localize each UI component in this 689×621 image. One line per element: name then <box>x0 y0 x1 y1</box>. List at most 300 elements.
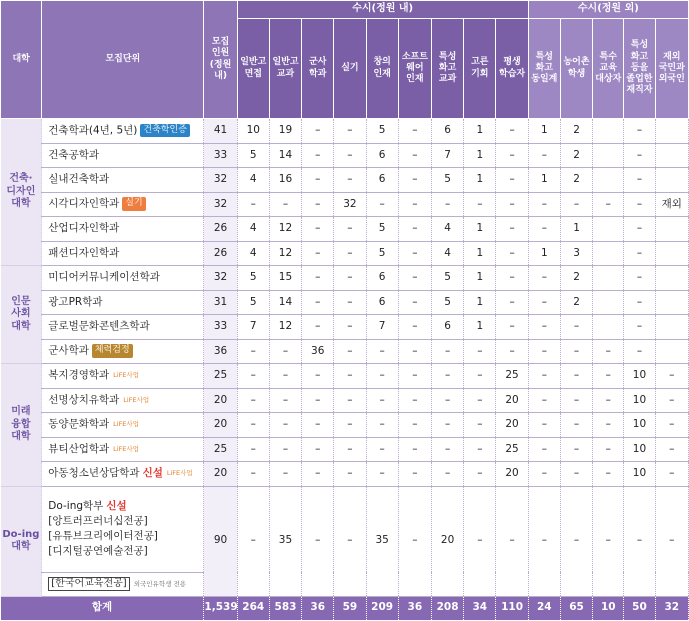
unit-badge: 건축학인증 <box>140 124 189 137</box>
value-cell: – <box>302 364 334 389</box>
value-cell: 35 <box>269 486 301 596</box>
value-cell: – <box>528 462 560 487</box>
value-cell: – <box>398 462 431 487</box>
unit-name: 복지경영학과 LiFE사업 <box>42 364 204 389</box>
value-cell: 7 <box>431 143 463 168</box>
unit-name: 패션디자인학과 <box>42 241 204 266</box>
header-sub-in: 실기 <box>334 19 366 119</box>
value-cell: 7 <box>237 315 269 340</box>
value-cell: – <box>496 168 528 193</box>
value-cell: – <box>464 462 496 487</box>
value-cell: 2 <box>560 119 592 144</box>
value-cell: – <box>398 315 431 340</box>
value-cell: 3 <box>560 241 592 266</box>
header-sub-out: 농어촌 학생 <box>560 19 592 119</box>
value-cell: 14 <box>269 290 301 315</box>
total-value: 34 <box>464 596 496 620</box>
value-cell: 5 <box>366 217 398 242</box>
value-cell: – <box>431 413 463 438</box>
value-cell: – <box>528 290 560 315</box>
value-cell: – <box>302 217 334 242</box>
value-cell: – <box>624 315 655 340</box>
value-cell: – <box>237 462 269 487</box>
value-cell: – <box>431 364 463 389</box>
value-cell: 12 <box>269 217 301 242</box>
value-cell: – <box>560 364 592 389</box>
header-sub-in: 군사 학과 <box>302 19 334 119</box>
unit-name: 광고PR학과 <box>42 290 204 315</box>
table-row <box>1 143 689 168</box>
value-cell: 20 <box>496 462 528 487</box>
value-cell: – <box>496 217 528 242</box>
value-cell: 14 <box>269 143 301 168</box>
quota-cell: 25 <box>204 437 237 462</box>
value-cell <box>593 119 624 144</box>
college-name: 미래 융합 대학 <box>1 364 42 487</box>
value-cell: 10 <box>624 462 655 487</box>
value-cell: – <box>655 364 688 389</box>
table-row <box>1 437 689 462</box>
value-cell: 6 <box>366 266 398 291</box>
quota-cell: 36 <box>204 339 237 364</box>
value-cell: – <box>237 388 269 413</box>
value-cell: – <box>624 192 655 217</box>
value-cell: 5 <box>237 143 269 168</box>
value-cell: 16 <box>269 168 301 193</box>
value-cell: – <box>624 266 655 291</box>
value-cell: 4 <box>237 217 269 242</box>
total-value: 50 <box>624 596 655 620</box>
unit-name: 실내건축학과 <box>42 168 204 193</box>
value-cell: – <box>302 486 334 596</box>
value-cell: – <box>366 364 398 389</box>
value-cell: 20 <box>496 413 528 438</box>
value-cell: – <box>624 217 655 242</box>
value-cell: – <box>496 143 528 168</box>
table-row <box>1 217 689 242</box>
table-row <box>1 119 689 144</box>
value-cell: – <box>302 266 334 291</box>
value-cell: 10 <box>624 364 655 389</box>
college-name: 건축· 디자인 대학 <box>1 119 42 266</box>
college-name: 인문 사회 대학 <box>1 266 42 364</box>
value-cell: 6 <box>366 290 398 315</box>
total-value: 65 <box>560 596 592 620</box>
value-cell: – <box>302 241 334 266</box>
value-cell <box>593 217 624 242</box>
value-cell: – <box>398 168 431 193</box>
value-cell: – <box>237 413 269 438</box>
unit-name: 건축학과(4년, 5년) 건축학인증 <box>42 119 204 144</box>
header-susi-out: 수시(정원 외) <box>528 1 688 19</box>
quota-cell: 20 <box>204 413 237 438</box>
college-name: Do-ing 대학 <box>1 486 42 596</box>
header-sub-in: 소프트 웨어 인재 <box>398 19 431 119</box>
value-cell: 1 <box>464 168 496 193</box>
value-cell: – <box>624 168 655 193</box>
value-cell: – <box>624 339 655 364</box>
value-cell: – <box>624 241 655 266</box>
value-cell: – <box>398 266 431 291</box>
new-label: 신설 <box>106 499 127 512</box>
value-cell: – <box>334 290 366 315</box>
value-cell: 15 <box>269 266 301 291</box>
value-cell: – <box>302 462 334 487</box>
value-cell: – <box>334 437 366 462</box>
value-cell: – <box>464 486 496 596</box>
value-cell: – <box>655 437 688 462</box>
value-cell <box>655 143 688 168</box>
total-value: 10 <box>593 596 624 620</box>
value-cell: 10 <box>237 119 269 144</box>
table-row <box>1 413 689 438</box>
value-cell <box>655 217 688 242</box>
value-cell: 4 <box>237 241 269 266</box>
table-row <box>1 339 689 364</box>
quota-cell: 32 <box>204 168 237 193</box>
value-cell <box>655 315 688 340</box>
quota-cell: 26 <box>204 241 237 266</box>
table-row <box>1 192 689 217</box>
value-cell: – <box>528 315 560 340</box>
value-cell <box>655 339 688 364</box>
unit-name: 뷰티산업학과 LiFE사업 <box>42 437 204 462</box>
new-label: 신설 <box>142 467 163 480</box>
total-value: 24 <box>528 596 560 620</box>
life-tag: LiFE사업 <box>166 469 193 478</box>
value-cell: 20 <box>496 388 528 413</box>
header-unit: 모집단위 <box>42 1 204 119</box>
header-susi-in: 수시(정원 내) <box>237 1 528 19</box>
value-cell: – <box>237 192 269 217</box>
value-cell: 25 <box>496 364 528 389</box>
value-cell: – <box>366 437 398 462</box>
unit-badge: 실기 <box>122 197 145 210</box>
value-cell: – <box>496 192 528 217</box>
total-value: 36 <box>398 596 431 620</box>
unit-name: 글로벌문화콘텐츠학과 <box>42 315 204 340</box>
value-cell <box>655 168 688 193</box>
value-cell: – <box>366 339 398 364</box>
value-cell: – <box>334 462 366 487</box>
value-cell <box>593 168 624 193</box>
value-cell <box>593 315 624 340</box>
total-value: 264 <box>237 596 269 620</box>
value-cell: – <box>366 413 398 438</box>
value-cell: – <box>302 315 334 340</box>
unit-name: 아동청소년상담학과 신설 LiFE사업 <box>42 462 204 487</box>
value-cell <box>593 290 624 315</box>
value-cell: 12 <box>269 241 301 266</box>
value-cell: 1 <box>464 119 496 144</box>
quota-cell: 33 <box>204 143 237 168</box>
table-row <box>1 388 689 413</box>
value-cell: – <box>334 217 366 242</box>
quota-cell: 25 <box>204 364 237 389</box>
table-row <box>1 168 689 193</box>
value-cell: – <box>655 462 688 487</box>
value-cell: 10 <box>624 388 655 413</box>
value-cell: – <box>560 413 592 438</box>
value-cell: – <box>528 143 560 168</box>
value-cell: 2 <box>560 266 592 291</box>
header-sub-in: 평생 학습자 <box>496 19 528 119</box>
value-cell: – <box>334 241 366 266</box>
value-cell: 1 <box>560 217 592 242</box>
value-cell: – <box>496 290 528 315</box>
value-cell: 재외 <box>655 192 688 217</box>
total-value: 36 <box>302 596 334 620</box>
value-cell: – <box>237 339 269 364</box>
value-cell: – <box>560 486 592 596</box>
value-cell: 4 <box>237 168 269 193</box>
value-cell: 6 <box>431 119 463 144</box>
header-sub-out: 특성 화고 동일계 <box>528 19 560 119</box>
total-value: 32 <box>655 596 688 620</box>
value-cell: 36 <box>302 339 334 364</box>
value-cell: – <box>528 364 560 389</box>
value-cell: – <box>302 192 334 217</box>
value-cell: – <box>655 413 688 438</box>
value-cell: – <box>334 143 366 168</box>
unit-name: 건축공학과 <box>42 143 204 168</box>
value-cell: – <box>464 413 496 438</box>
value-cell: – <box>496 486 528 596</box>
life-tag: LiFE사업 <box>123 395 150 404</box>
header-sub-out: 재외 국민과 외국인 <box>655 19 688 119</box>
value-cell: 25 <box>496 437 528 462</box>
unit-name: 군사학과 체력검정 <box>42 339 204 364</box>
korean-note: 외국인유학생 전용 <box>133 579 187 588</box>
value-cell: – <box>496 315 528 340</box>
value-cell <box>655 119 688 144</box>
value-cell: – <box>334 486 366 596</box>
value-cell: – <box>431 388 463 413</box>
value-cell: 10 <box>624 413 655 438</box>
value-cell: – <box>560 339 592 364</box>
value-cell: 1 <box>464 143 496 168</box>
value-cell: 5 <box>366 241 398 266</box>
value-cell: 1 <box>528 168 560 193</box>
header-sub-in: 특성 화고 교과 <box>431 19 463 119</box>
value-cell: – <box>496 266 528 291</box>
quota-cell: 90 <box>204 486 237 596</box>
value-cell: 20 <box>431 486 463 596</box>
unit-badge: 체력검정 <box>92 344 133 357</box>
value-cell: – <box>334 119 366 144</box>
quota-cell: 32 <box>204 266 237 291</box>
value-cell: – <box>237 364 269 389</box>
value-cell: – <box>269 413 301 438</box>
value-cell: – <box>398 413 431 438</box>
value-cell: – <box>496 119 528 144</box>
value-cell: 6 <box>431 315 463 340</box>
value-cell: – <box>496 241 528 266</box>
value-cell: – <box>398 241 431 266</box>
value-cell: – <box>398 119 431 144</box>
value-cell: – <box>593 486 624 596</box>
header-sub-in: 고른 기회 <box>464 19 496 119</box>
value-cell: – <box>398 388 431 413</box>
quota-cell: 26 <box>204 217 237 242</box>
value-cell: – <box>560 462 592 487</box>
value-cell: – <box>624 143 655 168</box>
value-cell: – <box>302 168 334 193</box>
value-cell: – <box>269 339 301 364</box>
life-tag: LiFE사업 <box>113 444 139 453</box>
value-cell: – <box>624 119 655 144</box>
header-sub-in: 창의 인재 <box>366 19 398 119</box>
value-cell: – <box>398 437 431 462</box>
value-cell: 2 <box>560 143 592 168</box>
value-cell: – <box>334 266 366 291</box>
quota-cell: 31 <box>204 290 237 315</box>
table-row <box>1 462 689 487</box>
value-cell: 1 <box>528 119 560 144</box>
value-cell: 32 <box>334 192 366 217</box>
value-cell: – <box>593 462 624 487</box>
unit-name: Do-ing학부 신설 [앙트러프러너십전공] [유튜브크리에이터전공] [디지털공연예술전공] <box>42 486 204 572</box>
value-cell: – <box>398 192 431 217</box>
value-cell: – <box>464 192 496 217</box>
value-cell: 4 <box>431 217 463 242</box>
value-cell: – <box>431 437 463 462</box>
total-value: 209 <box>366 596 398 620</box>
value-cell: – <box>269 437 301 462</box>
quota-cell: 41 <box>204 119 237 144</box>
header-sub-out: 특성 화고 등을 졸업한 재직자 <box>624 19 655 119</box>
value-cell: – <box>431 339 463 364</box>
value-cell: – <box>302 388 334 413</box>
value-cell <box>593 266 624 291</box>
value-cell: – <box>528 388 560 413</box>
value-cell: 35 <box>366 486 398 596</box>
value-cell: – <box>398 217 431 242</box>
value-cell: 5 <box>237 290 269 315</box>
value-cell: 6 <box>366 168 398 193</box>
value-cell: – <box>464 437 496 462</box>
value-cell: – <box>237 486 269 596</box>
value-cell: – <box>237 437 269 462</box>
value-cell: – <box>302 413 334 438</box>
life-tag: LiFE사업 <box>113 371 139 380</box>
value-cell: – <box>528 266 560 291</box>
unit-name: 미디어커뮤니케이션학과 <box>42 266 204 291</box>
value-cell: – <box>624 290 655 315</box>
total-row <box>1 596 689 620</box>
unit-name: 시각디자인학과 실기 <box>42 192 204 217</box>
value-cell: – <box>431 192 463 217</box>
life-tag: LiFE사업 <box>113 420 139 429</box>
table-row <box>1 290 689 315</box>
value-cell: – <box>398 364 431 389</box>
header-college: 대학 <box>1 1 42 119</box>
value-cell: 1 <box>464 315 496 340</box>
header-sub-out: 특수 교육 대상자 <box>593 19 624 119</box>
total-value: 583 <box>269 596 301 620</box>
value-cell: – <box>302 143 334 168</box>
unit-name: [한국어교육전공] 외국인유학생 전용 <box>42 572 204 596</box>
value-cell: – <box>269 364 301 389</box>
unit-name: 산업디자인학과 <box>42 217 204 242</box>
value-cell: 1 <box>464 241 496 266</box>
value-cell: – <box>624 486 655 596</box>
value-cell: – <box>431 462 463 487</box>
value-cell: 7 <box>366 315 398 340</box>
table-row <box>1 241 689 266</box>
value-cell <box>655 266 688 291</box>
value-cell: 2 <box>560 168 592 193</box>
value-cell: – <box>398 486 431 596</box>
value-cell: 12 <box>269 315 301 340</box>
value-cell: 5 <box>431 290 463 315</box>
unit-name: 동양문화학과 LiFE사업 <box>42 413 204 438</box>
value-cell: – <box>334 413 366 438</box>
total-value: 59 <box>334 596 366 620</box>
value-cell: – <box>302 119 334 144</box>
value-cell: – <box>593 388 624 413</box>
quota-cell: 20 <box>204 388 237 413</box>
value-cell: – <box>464 364 496 389</box>
value-cell: – <box>269 462 301 487</box>
value-cell: – <box>593 437 624 462</box>
value-cell: – <box>366 388 398 413</box>
value-cell: 5 <box>431 266 463 291</box>
value-cell: 2 <box>560 290 592 315</box>
value-cell: – <box>528 217 560 242</box>
value-cell <box>593 143 624 168</box>
value-cell: – <box>398 143 431 168</box>
total-value: 110 <box>496 596 528 620</box>
value-cell: 5 <box>366 119 398 144</box>
value-cell: 19 <box>269 119 301 144</box>
value-cell: – <box>334 364 366 389</box>
value-cell: – <box>560 388 592 413</box>
value-cell: – <box>655 388 688 413</box>
value-cell: 4 <box>431 241 463 266</box>
value-cell: – <box>528 339 560 364</box>
value-cell: 5 <box>431 168 463 193</box>
value-cell <box>655 290 688 315</box>
value-cell: – <box>366 462 398 487</box>
value-cell <box>655 241 688 266</box>
unit-name: 선명상치유학과 LiFE사업 <box>42 388 204 413</box>
value-cell: 1 <box>464 217 496 242</box>
table-row <box>1 266 689 291</box>
value-cell: – <box>398 339 431 364</box>
value-cell: – <box>366 192 398 217</box>
value-cell: 1 <box>464 290 496 315</box>
header-sub-in: 일반고 면접 <box>237 19 269 119</box>
value-cell: 1 <box>464 266 496 291</box>
value-cell: – <box>334 315 366 340</box>
total-label: 합계 <box>1 596 204 620</box>
value-cell: – <box>560 437 592 462</box>
value-cell: – <box>269 192 301 217</box>
table-row <box>1 364 689 389</box>
value-cell: – <box>528 413 560 438</box>
table-row <box>1 486 689 572</box>
table-row <box>1 315 689 340</box>
value-cell: – <box>496 339 528 364</box>
value-cell: – <box>398 290 431 315</box>
value-cell: – <box>528 192 560 217</box>
total-quota: 1,539 <box>204 596 237 620</box>
value-cell: – <box>334 168 366 193</box>
value-cell: – <box>593 192 624 217</box>
value-cell: – <box>464 339 496 364</box>
value-cell: – <box>560 192 592 217</box>
